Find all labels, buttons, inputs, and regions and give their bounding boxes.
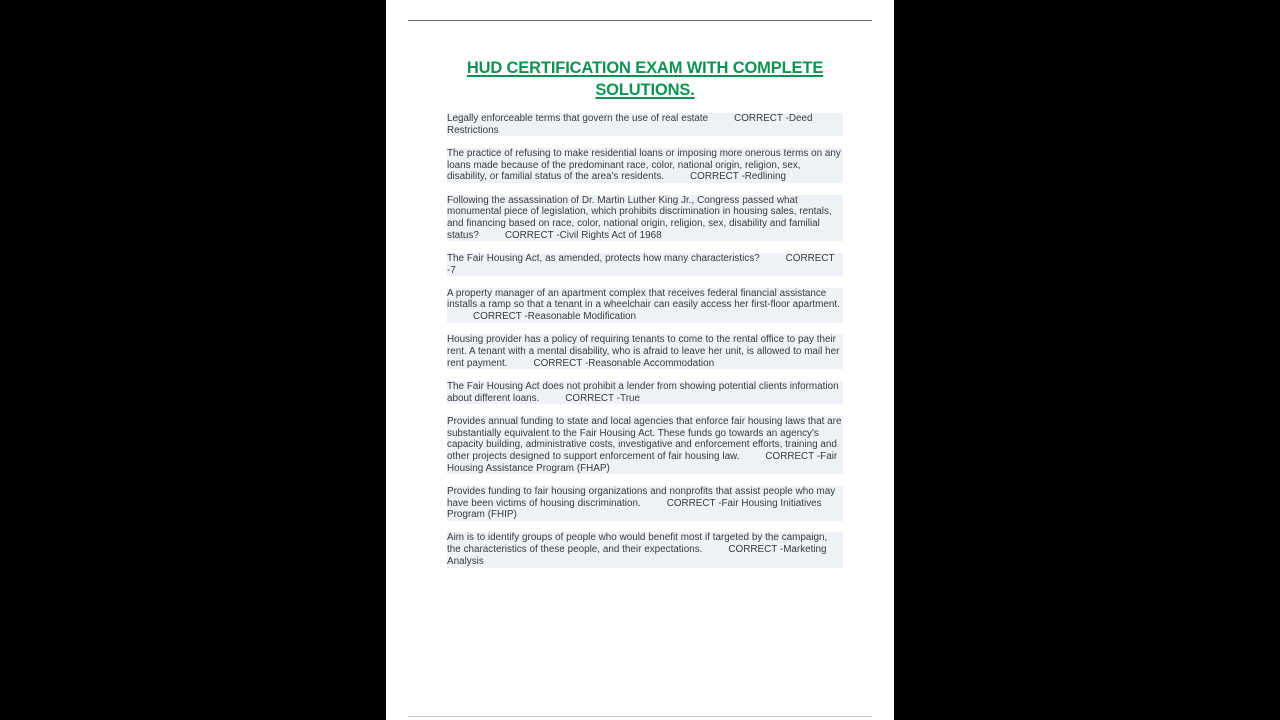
qa-answer: Fair Housing Assistance Program (FHAP) [447, 450, 838, 474]
qa-answer: Marketing Analysis [447, 544, 827, 567]
qa-answer: Civil Rights Act of 1968 [559, 229, 662, 241]
qa-correct-marker: CORRECT - [473, 311, 528, 323]
qa-question: The practice of refusing to make residential loans or imposing more onerous terms on any loans made because of the predominant race, color, national origin, religion, sex, disability, or familial status of the area's residents. [447, 147, 841, 183]
qa-question: The Fair Housing Act, as amended, protects how many characteristics? [447, 252, 760, 264]
qa-question: The Fair Housing Act does not prohibit a lender from showing potential clients information about different loans. [447, 380, 839, 404]
qa-item [447, 532, 843, 567]
qa-item [447, 148, 843, 183]
qa-item [447, 486, 843, 521]
qa-item [447, 416, 843, 475]
qa-correct-marker: CORRECT - [666, 497, 722, 509]
qa-item [447, 381, 843, 404]
qa-correct-marker: CORRECT - [533, 357, 589, 369]
qa-question: Aim is to identify groups of people who would benefit most if targeted by the campaign, the characteristics of these people, and their expectations. [447, 532, 828, 556]
qa-answer: Reasonable Modification [527, 311, 637, 323]
page-footer-rule [408, 716, 872, 717]
qa-item [447, 288, 843, 323]
qa-correct-marker: CORRECT - [504, 229, 560, 241]
qa-correct-marker: CORRECT - [728, 544, 784, 556]
qa-answer: Fair Housing Initiatives Program (FHIP) [447, 497, 822, 521]
qa-item [447, 253, 843, 276]
qa-answer: 7 [450, 264, 456, 276]
qa-item [447, 195, 843, 242]
qa-correct-marker: CORRECT - [447, 252, 835, 276]
qa-question: Legally enforceable terms that govern the use of real estate [447, 113, 709, 124]
qa-item [447, 334, 843, 369]
qa-question: Following the assassination of Dr. Martin Luther King Jr., Congress passed what monumental piece of legislation, which prohibits discrimination in housing sales, rentals, and financing based on race, color, national origin, religion, sex, disability and familial status? [447, 194, 832, 241]
qa-correct-marker: CORRECT - [765, 450, 821, 462]
qa-answer: True [620, 392, 640, 404]
qa-correct-marker: CORRECT - [690, 171, 745, 183]
qa-question: Housing provider has a policy of requiring tenants to come to the rental office to pay their rent. A tenant with a mental disability, who is afraid to leave her unit, is allowed to mail her rent payment. [447, 334, 840, 369]
qa-item [447, 113, 843, 136]
page-header-rule [408, 20, 872, 21]
qa-answer: Deed Restrictions [447, 113, 813, 136]
qa-list [447, 113, 843, 568]
qa-answer: Reasonable Accommodation [588, 357, 715, 369]
page-title: HUD CERTIFICATION EXAM WITH COMPLETE SOLUTIONS. [466, 59, 824, 99]
document-page [386, 0, 894, 720]
qa-question: Provides funding to fair housing organizations and nonprofits that assist people who may have been victims of housing discrimination. [447, 485, 836, 509]
document-body [447, 58, 843, 568]
qa-answer: Redlining [744, 171, 786, 183]
qa-correct-marker: CORRECT - [565, 392, 621, 404]
qa-correct-marker: CORRECT - [734, 113, 789, 124]
qa-question: Provides annual funding to state and local agencies that enforce fair housing laws that are substantially equivalent to the Fair Housing Act. These funds go towards an agency's capacity building, administrative costs, investigative and enforcement efforts, training and other projects designed to support enforcement of fair housing law. [447, 415, 842, 462]
qa-question: A property manager of an apartment complex that receives federal financial assistance installs a ramp so that a tenant in a wheelchair can easily access her first-floor apartment. [447, 287, 840, 311]
